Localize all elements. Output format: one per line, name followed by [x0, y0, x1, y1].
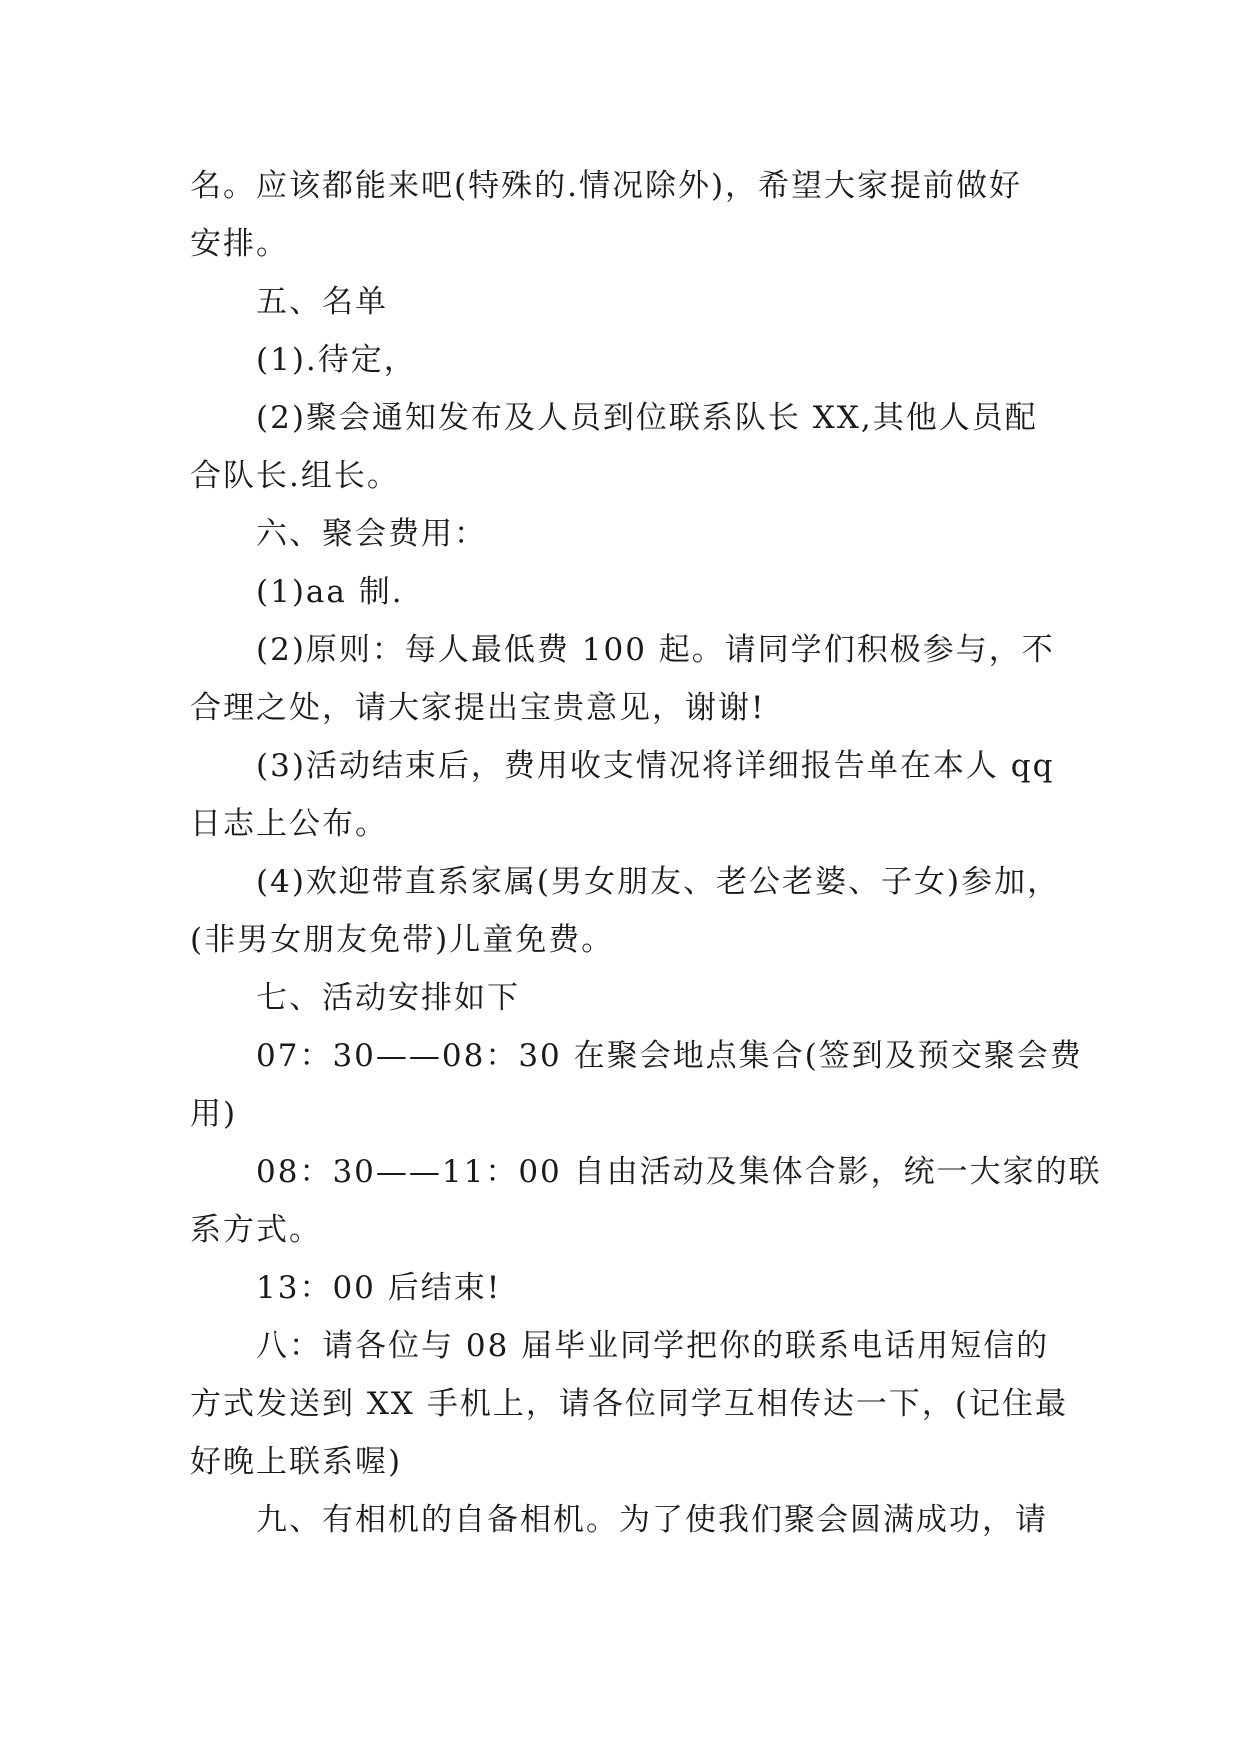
section-heading-camera: 九、有相机的自备相机。为了使我们聚会圆满成功，请 — [256, 1502, 1048, 1538]
text-line: 合队长.组长。 — [190, 458, 400, 494]
text-line: (4)欢迎带直系家属(男女朋友、老公老婆、子女)参加， — [256, 864, 1061, 900]
text-line: 方式发送到 XX 手机上，请各位同学互相传达一下，(记住最 — [190, 1386, 1068, 1422]
text-line: 13：00 后结束! — [256, 1270, 502, 1306]
section-heading-schedule: 七、活动安排如下 — [256, 980, 520, 1016]
text-line: 07：30——08：30 在聚会地点集合(签到及预交聚会费 — [256, 1038, 1083, 1074]
text-line: (1).待定， — [256, 342, 417, 378]
text-line: (3)活动结束后，费用收支情况将详细报告单在本人 qq — [256, 748, 1055, 784]
section-heading-list: 五、名单 — [256, 284, 388, 320]
document-body — [190, 157, 1102, 1549]
text-line: 合理之处，请大家提出宝贵意见，谢谢! — [190, 690, 766, 726]
text-line: 名。应该都能来吧(特殊的.情况除外)，希望大家提前做好 — [190, 168, 1023, 204]
text-line: (1)aa 制. — [256, 574, 404, 610]
text-line: (2)原则：每人最低费 100 起。请同学们积极参与，不 — [256, 632, 1055, 668]
text-line: (2)聚会通知发布及人员到位联系队长 XX,其他人员配 — [256, 400, 1038, 436]
text-line: 系方式。 — [190, 1212, 322, 1248]
text-line: 日志上公布。 — [190, 806, 388, 842]
text-line: 08：30——11：00 自由活动及集体合影，统一大家的联 — [256, 1154, 1102, 1190]
text-line: 好晚上联系喔) — [190, 1444, 403, 1480]
section-heading-fees: 六、聚会费用： — [256, 516, 487, 552]
text-line: 安排。 — [190, 226, 289, 262]
text-line: 用) — [190, 1096, 238, 1132]
section-heading-contact: 八：请各位与 08 届毕业同学把你的联系电话用短信的 — [256, 1328, 1050, 1364]
text-line: (非男女朋友免带)儿童免费。 — [190, 922, 615, 958]
